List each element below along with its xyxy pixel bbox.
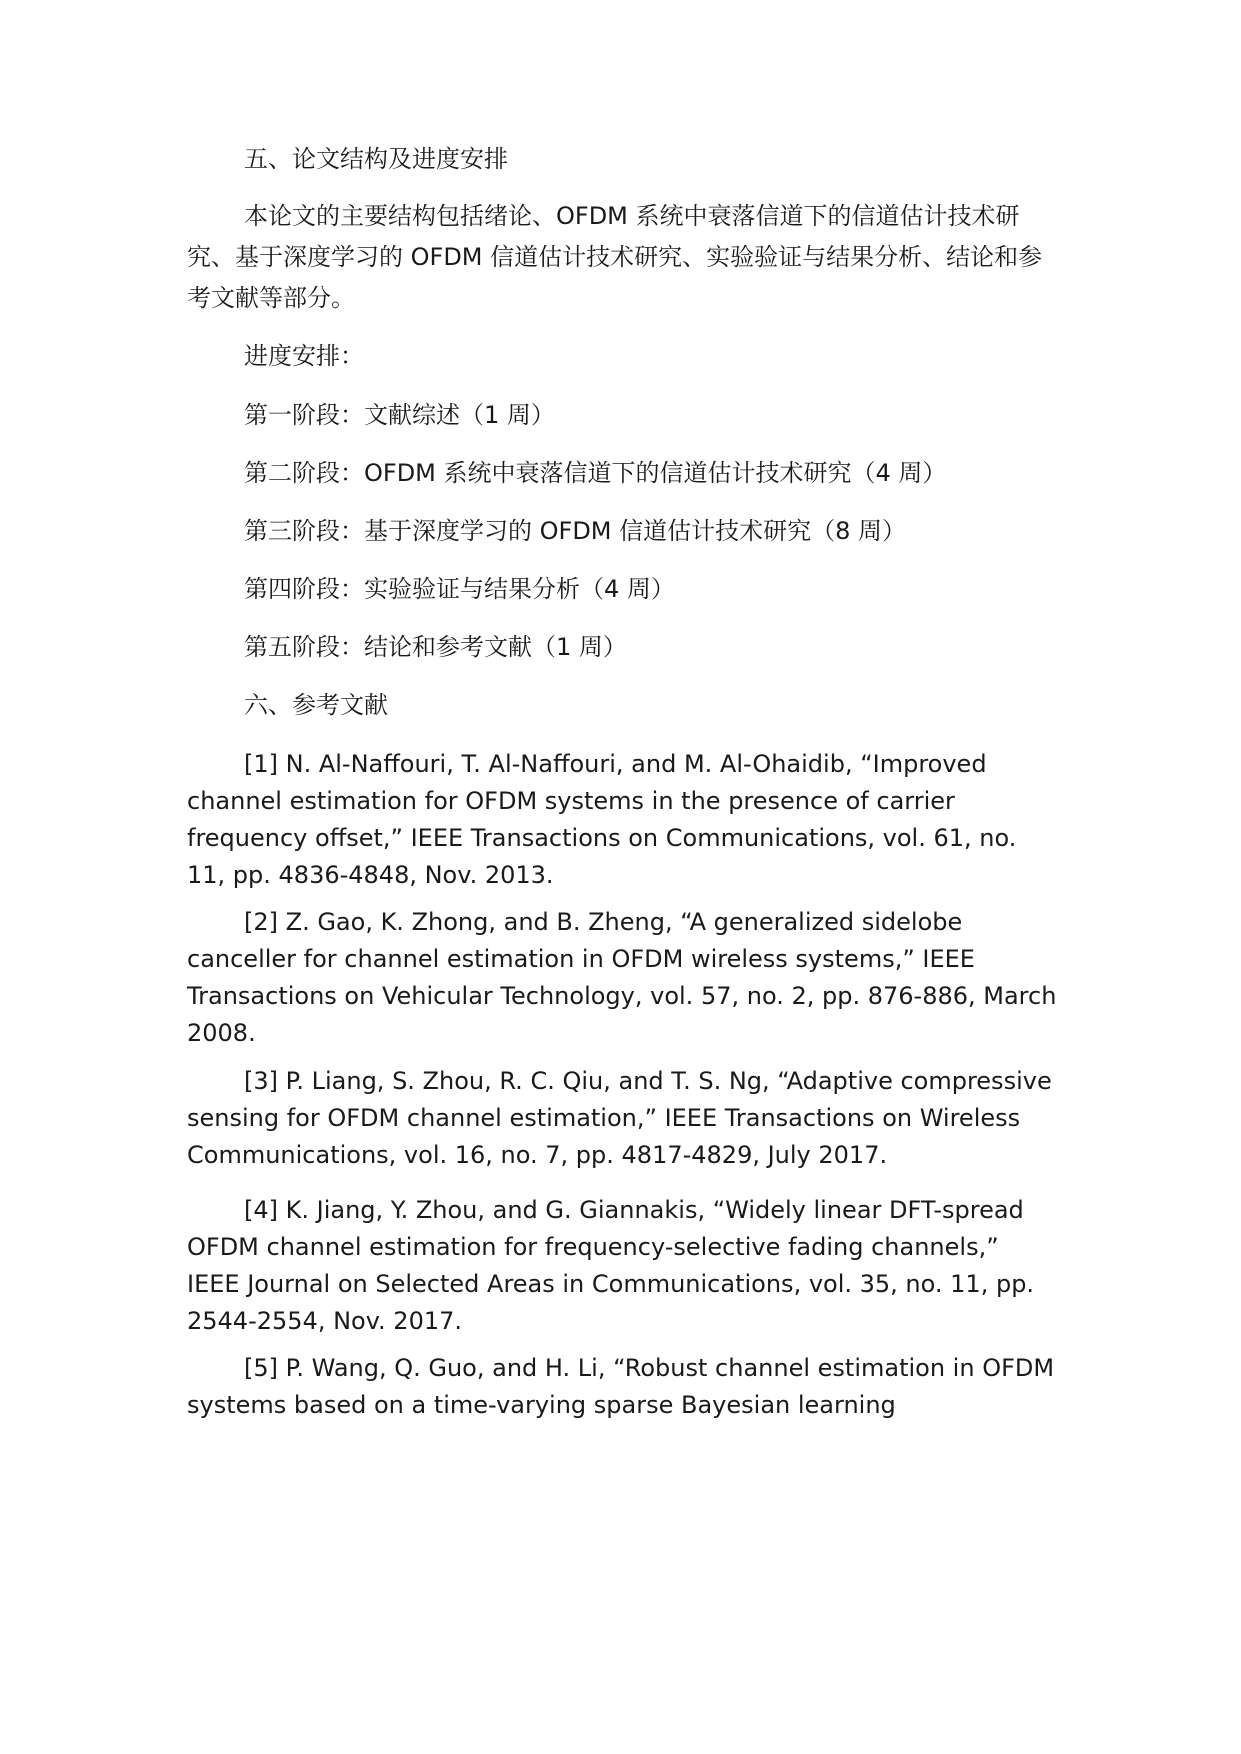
- structure-paragraph: 本论文的主要结构包括绪论、OFDM 系统中衰落信道下的信道估计技术研究、基于深度学习的 OFDM 信道估计技术研究、实验验证与结果分析、结论和参考文献等部分。: [187, 202, 1043, 312]
- schedule-stage-3: 第三阶段：基于深度学习的 OFDM 信道估计技术研究（8 周）: [244, 517, 907, 545]
- schedule-stage-1: 第一阶段：文献综述（1 周）: [244, 401, 555, 429]
- schedule-stage-4: 第四阶段：实验验证与结果分析（4 周）: [244, 575, 675, 603]
- reference-item-4: [4] K. Jiang, Y. Zhou, and G. Giannakis, “Widely linear DFT-spread OFDM channel estimation for frequency-selective fading channels,” IEEE Journal on Selected Areas in Communications, vol. 35, no. 11, pp. 2544-2554, Nov. 2017.: [187, 1196, 1035, 1335]
- section-heading-structure: 五、论文结构及进度安排: [244, 145, 508, 173]
- section-heading-references: 六、参考文献: [244, 691, 388, 719]
- reference-item-1: [1] N. Al-Naffouri, T. Al-Naffouri, and M. Al-Ohaidib, “Improved channel estimation for OFDM systems in the presence of carrier frequency offset,” IEEE Transactions on Communications, vol. 61, no. 11, pp. 4836-4848, Nov. 2013.: [187, 750, 1017, 889]
- schedule-stage-5: 第五阶段：结论和参考文献（1 周）: [244, 633, 627, 661]
- schedule-label: 进度安排：: [244, 342, 364, 370]
- reference-item-5: [5] P. Wang, Q. Guo, and H. Li, “Robust channel estimation in OFDM systems based on a time-varying sparse Bayesian learning: [187, 1354, 1055, 1419]
- reference-item-3: [3] P. Liang, S. Zhou, R. C. Qiu, and T. S. Ng, “Adaptive compressive sensing for OFDM channel estimation,” IEEE Transactions on Wireless Communications, vol. 16, no. 7, pp. 4817-4829, July 2017.: [187, 1067, 1052, 1169]
- schedule-stage-2: 第二阶段：OFDM 系统中衰落信道下的信道估计技术研究（4 周）: [244, 459, 947, 487]
- reference-item-2: [2] Z. Gao, K. Zhong, and B. Zheng, “A generalized sidelobe canceller for channel estimation in OFDM wireless systems,” IEEE Transactions on Vehicular Technology, vol. 57, no. 2, pp. 876-886, March 2008.: [187, 908, 1057, 1047]
